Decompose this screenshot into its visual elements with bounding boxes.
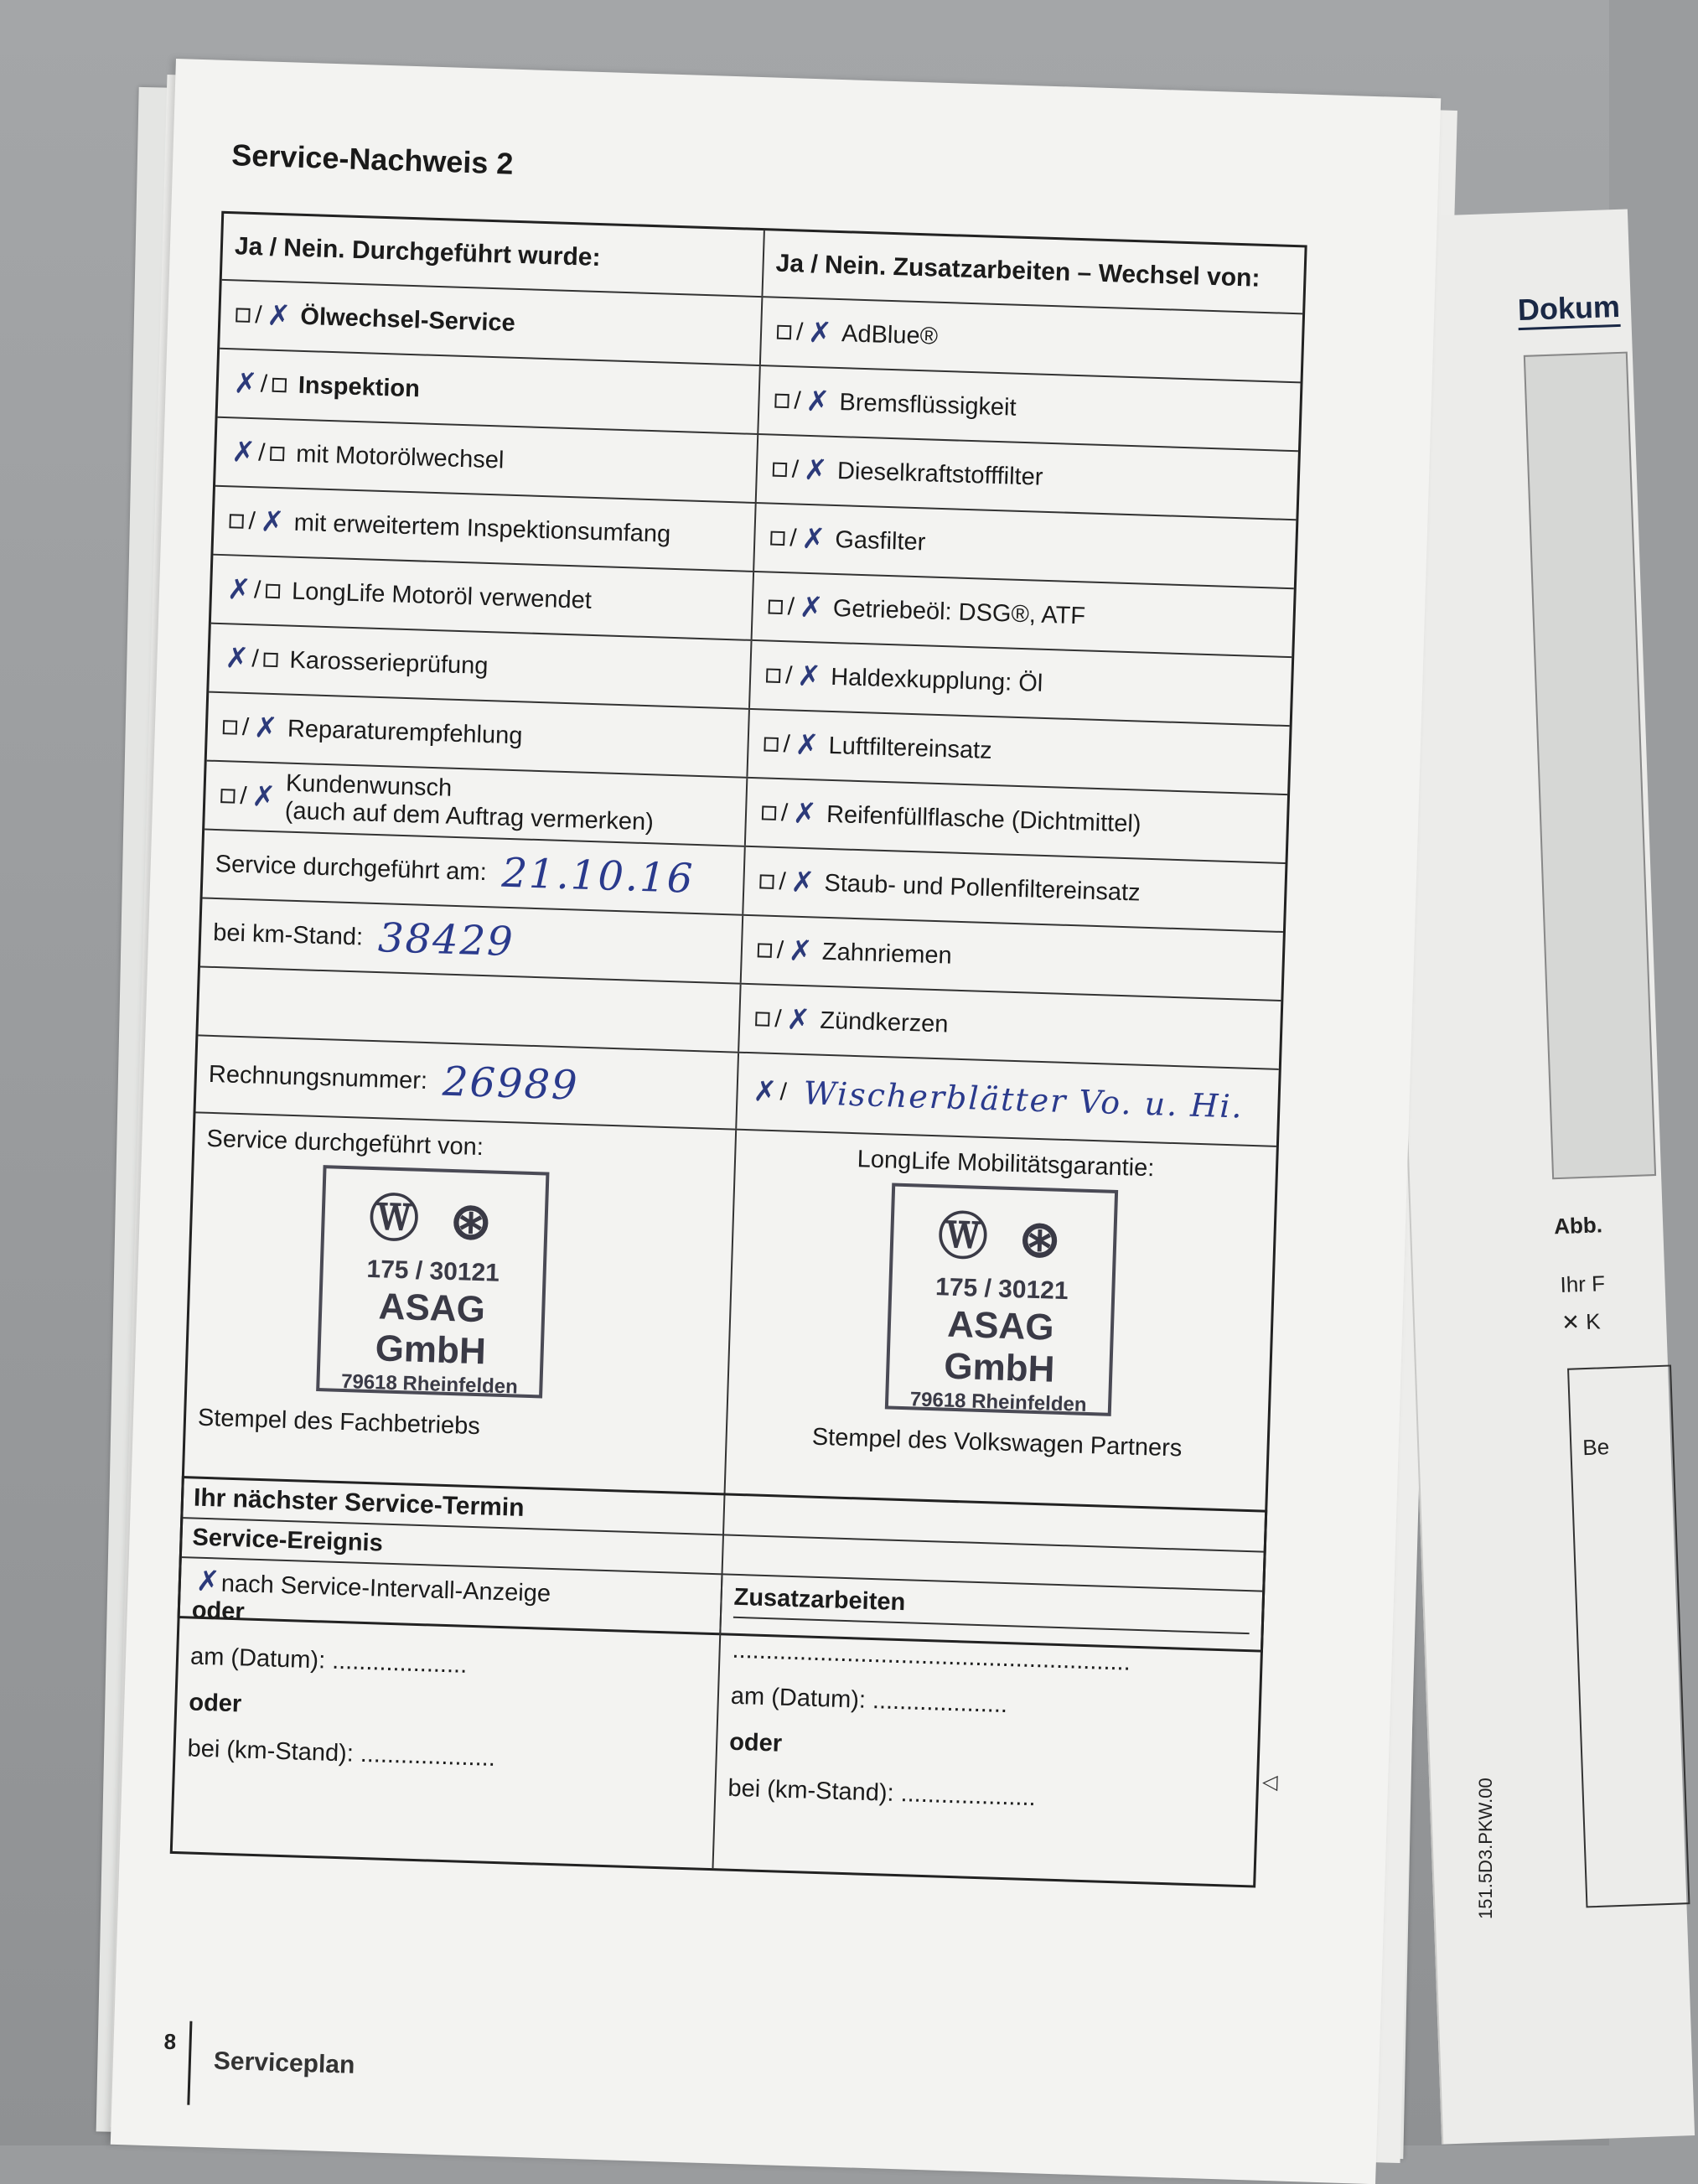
stamp-name: ASAG GmbH: [375, 1286, 487, 1373]
checkbox-icon: [764, 737, 779, 752]
checkbox-icon: [223, 720, 238, 735]
checkbox-icon: [272, 377, 287, 392]
checkbox-icon: [755, 1012, 770, 1027]
checkbox-icon: [777, 324, 792, 339]
service-item-label: Ölwechsel-Service: [299, 303, 516, 337]
guarantee-label: LongLife Mobilitätsgarantie:: [857, 1146, 1155, 1183]
page-number: 8: [163, 2028, 177, 2055]
extra-date-line: am (Datum): ....................: [730, 1682, 1008, 1719]
service-item-label: LongLife Motoröl verwendet: [291, 577, 593, 614]
service-item-label: mit Motorölwechsel: [295, 440, 505, 474]
checkbox-icon: [263, 652, 278, 667]
next-date-line: am (Datum): ....................: [189, 1643, 468, 1679]
extra-work-item-label: Getriebeöl: DSG®, ATF: [832, 594, 1086, 629]
stamp-city: 79618 Rheinfelden: [909, 1388, 1087, 1416]
extra-handwritten: Wischerblätter Vo. u. Hi.: [802, 1074, 1245, 1126]
check-mark-icon: ✗: [226, 572, 252, 608]
checkbox-icon: [758, 943, 773, 958]
next-km-line: bei (km-Stand): ....................: [187, 1735, 496, 1772]
extra-work-item-label: AdBlue®: [841, 319, 939, 350]
check-mark-icon: ✗: [795, 727, 820, 763]
right-cell: / ✗ AdBlue®: [761, 298, 1302, 381]
invoice-label: Rechnungsnummer:: [208, 1060, 428, 1095]
left-cell: ✗ / LongLife Motoröl verwendet: [211, 556, 754, 639]
left-cell: / ✗ mit erweitertem Inspektionsumfang: [213, 487, 756, 571]
stamp-city: 79618 Rheinfelden: [340, 1369, 519, 1399]
service-page: [111, 59, 1441, 2184]
extra-work-dots: ...........................................................: [732, 1636, 1131, 1676]
checkbox-icon: [266, 583, 281, 598]
check-mark-icon: ✗: [224, 641, 250, 676]
service-date-label: Service durchgeführt am:: [215, 850, 488, 886]
stamp-number: 175 / 30121: [934, 1273, 1069, 1306]
left-cell: / ✗ Reparaturempfehlung: [207, 693, 750, 777]
grid-rows: [198, 281, 1302, 1070]
extra-work-item-label: Staub- und Pollenfiltereinsatz: [824, 869, 1141, 907]
service-item-label: Kundenwunsch (auch auf dem Auftrag vermerken): [284, 769, 655, 836]
extra-km-line: bei (km-Stand): ....................: [727, 1774, 1037, 1812]
partner-stamp: [885, 1183, 1118, 1415]
check-mark-icon: ✗: [266, 298, 292, 334]
check-mark-icon: ✗: [195, 1564, 221, 1599]
page-title: Service-Nachweis 2: [230, 137, 515, 181]
checkbox-icon: [766, 668, 781, 683]
next-service-right: [713, 1575, 1262, 1885]
checkbox-icon: [236, 308, 251, 323]
or-label: oder: [728, 1728, 783, 1757]
checkbox-icon: [270, 446, 285, 461]
checkbox-icon: [759, 874, 774, 889]
left-cell: / ✗ Kundenwunsch (auch auf dem Auftrag vermerken): [204, 762, 748, 846]
next-service-left: [173, 1558, 723, 1868]
check-mark-icon: ✗: [803, 453, 829, 488]
extra-work-item-label: Dieselkraftstofffilter: [836, 457, 1043, 491]
right-cell: / ✗ Staub- und Pollenfiltereinsatz: [743, 847, 1285, 931]
checkbox-icon: [769, 599, 784, 614]
extra-work-item-label: Bremsflüssigkeit: [839, 388, 1017, 422]
checkbox-icon: [220, 789, 236, 804]
right-cell: / ✗ Zahnriemen: [742, 916, 1283, 1000]
vw-logo-icon: Ⓦ ⊛: [368, 1189, 502, 1250]
service-item-label: Karosserieprüfung: [289, 646, 489, 680]
extra-work-item-label: Gasfilter: [834, 525, 926, 556]
invoice-cell: [196, 1036, 740, 1128]
right-cell: / ✗ Luftfiltereinsatz: [748, 710, 1289, 794]
right-page-table-cell: Be: [1582, 1434, 1610, 1461]
stamp-number: 175 / 30121: [365, 1255, 500, 1287]
check-mark-icon: ✗: [233, 366, 258, 401]
extra-work-item-label: Zahnriemen: [821, 938, 953, 970]
checkbox-icon: [229, 514, 244, 529]
right-cell: / ✗ Bremsflüssigkeit: [758, 366, 1300, 450]
left-cell: / ✗ Ölwechsel-Service: [220, 281, 763, 365]
dealer-stamp: [316, 1165, 549, 1398]
stamp-left-caption: Stempel des Fachbetriebs: [197, 1404, 481, 1441]
right-page-figure: [1524, 352, 1656, 1180]
next-service-title: Ihr nächster Service-Termin: [183, 1478, 1265, 1552]
km-reading-value: 38429: [377, 914, 515, 966]
km-reading-label: bei km-Stand:: [212, 919, 364, 951]
right-cell: / ✗ Reifenfüllflasche (Dichtmittel): [746, 779, 1287, 862]
checkbox-icon: [774, 393, 789, 408]
check-mark-icon: ✗: [260, 505, 285, 540]
checkbox-icon: [770, 530, 785, 546]
right-column-header: Ja / Nein. Zusatzarbeiten – Wechsel von:: [775, 249, 1261, 292]
vw-logo-icon: Ⓦ ⊛: [936, 1208, 1070, 1269]
right-cell: / ✗ Gasfilter: [754, 504, 1296, 587]
next-interval-label: nach Service-Intervall-Anzeige: [220, 1570, 551, 1607]
left-cell: ✗ / mit Motorölwechsel: [215, 418, 758, 502]
check-mark-icon: ✗: [251, 779, 277, 815]
check-mark-icon: ✗: [785, 1002, 811, 1038]
check-mark-icon: ✗: [807, 315, 833, 350]
service-item-label: Inspektion: [298, 371, 421, 402]
extra-work-item-label: Zündkerzen: [819, 1007, 949, 1038]
extra-work-item-label: Haldexkupplung: Öl: [830, 663, 1043, 697]
next-service-body: [173, 1558, 1262, 1885]
or-label: oder: [188, 1689, 242, 1718]
left-cell: ✗ / Karosserieprüfung: [209, 624, 752, 708]
right-page-title: Dokum: [1517, 289, 1621, 330]
check-mark-icon: ✗: [799, 590, 824, 625]
service-event-label: Service-Ereignis: [182, 1519, 1264, 1591]
right-page-line: ✕ K: [1561, 1308, 1601, 1336]
extra-work-label: Zusatzarbeiten: [733, 1584, 1250, 1634]
footer-section: Serviceplan: [213, 2047, 355, 2079]
service-date-value: 21.10.16: [500, 849, 696, 903]
right-page-caption: Abb.: [1553, 1212, 1603, 1239]
check-mark-icon: ✗: [753, 1074, 778, 1110]
invoice-value: 26989: [442, 1058, 580, 1110]
stamp-right-caption: Stempel des Volkswagen Partners: [811, 1423, 1183, 1462]
performed-by-label: Service durchgeführt von:: [206, 1125, 484, 1162]
next-service-box: [170, 1476, 1268, 1887]
footer-divider: [187, 2021, 192, 2105]
extra-work-item-label: Luftfiltereinsatz: [828, 732, 993, 764]
check-mark-icon: ✗: [253, 711, 279, 746]
check-mark-icon: ✗: [792, 796, 818, 831]
extra-work-item-label: Reifenfüllflasche (Dichtmittel): [826, 800, 1141, 838]
check-mark-icon: ✗: [230, 435, 256, 470]
checkbox-icon: [762, 805, 777, 820]
check-mark-icon: ✗: [805, 384, 831, 419]
service-item-label: mit erweitertem Inspektionsumfang: [293, 509, 671, 548]
right-cell: / ✗ Zündkerzen: [739, 985, 1281, 1069]
right-cell: / ✗ Dieselkraftstofffilter: [757, 435, 1298, 519]
check-mark-icon: ✗: [800, 521, 826, 556]
service-grid: [178, 211, 1307, 1653]
left-column-header: Ja / Nein. Durchgeführt wurde:: [222, 214, 765, 296]
or-label: oder: [191, 1597, 246, 1626]
document-number: 151.5D3.PKW.00: [1475, 1778, 1496, 1919]
extra-work-cell: ✗ / Wischerblätter Vo. u. Hi.: [753, 1074, 1245, 1126]
check-mark-icon: ✗: [788, 934, 814, 969]
right-cell: / ✗ Haldexkupplung: Öl: [750, 641, 1292, 725]
right-cell: / ✗ Getriebeöl: DSG®, ATF: [753, 572, 1294, 656]
continue-arrow-icon: ◁: [1261, 1770, 1278, 1794]
check-mark-icon: ✗: [796, 659, 822, 694]
check-mark-icon: ✗: [789, 865, 815, 900]
stamp-name: ASAG GmbH: [943, 1303, 1056, 1390]
left-cell: ✗ / Inspektion: [218, 349, 761, 433]
service-item-label: Reparaturempfehlung: [287, 715, 523, 749]
checkbox-icon: [773, 462, 788, 477]
right-page-line: Ihr F: [1560, 1271, 1606, 1298]
